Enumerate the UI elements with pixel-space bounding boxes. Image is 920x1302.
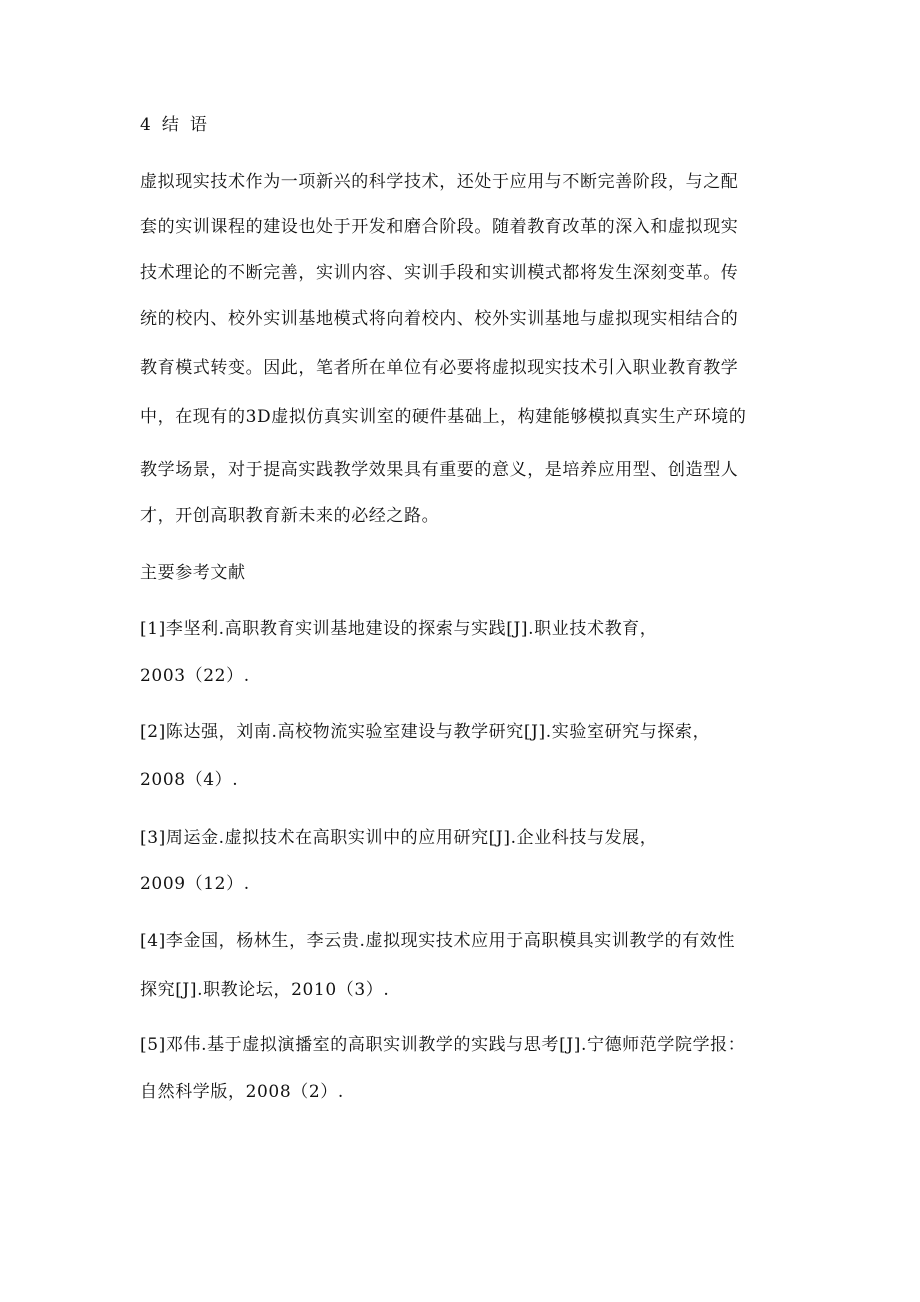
section-title-char-2: 语 — [189, 115, 208, 135]
section-number: 4 — [140, 115, 152, 135]
conclusion-line: 教育模式转变。因此，笔者所在单位有必要将虚拟现实技术引入职业教育教学 — [140, 358, 739, 378]
reference-line: 2009（12）. — [140, 874, 250, 894]
conclusion-line: 技术理论的不断完善，实训内容、实训手段和实训模式都将发生深刻变革。传 — [140, 263, 739, 283]
section-title-char-1: 结 — [161, 115, 180, 135]
reference-line: 自然科学版，2008（2）. — [140, 1082, 344, 1102]
reference-line: 探究[J].职教论坛，2010（3）. — [140, 980, 390, 1000]
conclusion-line: 套的实训课程的建设也处于开发和磨合阶段。随着教育改革的深入和虚拟现实 — [140, 217, 739, 237]
conclusion-line: 虚拟现实技术作为一项新兴的科学技术，还处于应用与不断完善阶段，与之配 — [140, 172, 739, 192]
reference-line: [4]李金国，杨林生，李云贵.虚拟现实技术应用于高职模具实训教学的有效性 — [140, 931, 736, 951]
section-heading — [140, 113, 208, 137]
reference-line: [1]李坚利.高职教育实训基地建设的探索与实践[J].职业技术教育， — [140, 619, 658, 639]
conclusion-line: 教学场景，对于提高实践教学效果具有重要的意义，是培养应用型、创造型人 — [140, 460, 739, 480]
references-heading: 主要参考文献 — [140, 563, 246, 583]
reference-line: 2008（4）. — [140, 770, 239, 790]
reference-line: [2]陈达强，刘南.高校物流实验室建设与教学研究[J].实验室研究与探索， — [140, 722, 711, 742]
conclusion-line: 中，在现有的3D虚拟仿真实训室的硬件基础上，构建能够模拟真实生产环境的 — [140, 407, 747, 427]
reference-line: [5]邓伟.基于虚拟演播室的高职实训教学的实践与思考[J].宁德师范学院学报： — [140, 1035, 746, 1055]
conclusion-line: 才，开创高职教育新未来的必经之路。 — [140, 506, 440, 526]
conclusion-line: 统的校内、校外实训基地模式将向着校内、校外实训基地与虚拟现实相结合的 — [140, 309, 739, 329]
reference-line: 2003（22）. — [140, 666, 250, 686]
reference-line: [3]周运金.虚拟技术在高职实训中的应用研究[J].企业科技与发展， — [140, 828, 658, 848]
